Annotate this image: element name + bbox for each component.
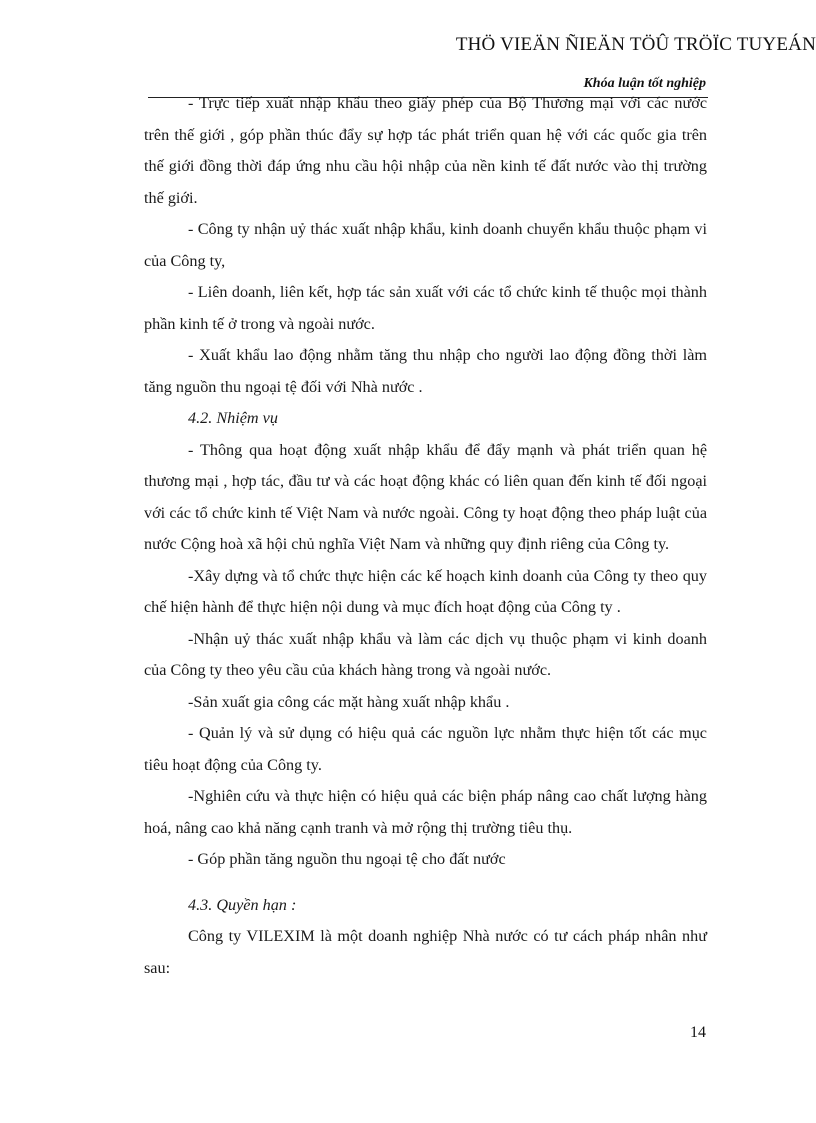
paragraph: Công ty VILEXIM là một doanh nghiệp Nhà nước có tư cách pháp nhân như sau: (144, 927, 707, 977)
paragraph: - Liên doanh, liên kết, hợp tác sản xuất với các tổ chức kinh tế thuộc mọi thành phần kinh tế ở trong và ngoài nước. (144, 283, 707, 333)
section-heading-4-3: 4.3. Quyền hạn : (188, 895, 297, 914)
paragraph: -Sản xuất gia công các mặt hàng xuất nhập khẩu . (188, 692, 510, 711)
section-heading-4-2: 4.2. Nhiệm vụ (188, 409, 278, 427)
paragraph: -Nhận uỷ thác xuất nhập khẩu và làm các dịch vụ thuộc phạm vi kinh doanh của Công ty theo yêu cầu của khách hàng trong và ngoài nước. (144, 629, 707, 679)
paragraph: - Công ty nhận uỷ thác xuất nhập khẩu, kinh doanh chuyển khẩu thuộc phạm vi của Công ty, (144, 220, 707, 270)
paragraph: -Nghiên cứu và thực hiện có hiệu quả các biện pháp nâng cao chất lượng hàng hoá, nâng cao khả năng cạnh tranh và mở rộng thị trường tiêu thụ. (144, 787, 707, 837)
paragraph: - Thông qua hoạt động xuất nhập khẩu để đẩy mạnh và phát triển quan hệ thương mại , hợp tác, đầu tư và các hoạt động khác có liên quan đến kinh tế đối ngoại với các tổ chức kinh tế Việt Nam và nước ngoài. Công ty hoạt động theo pháp luật của nước Cộng hoà xã hội chủ nghĩa Việt Nam và những quy định riêng của Công ty. (144, 440, 707, 553)
paragraph: - Trực tiếp xuất nhập khẩu theo giấy phép của Bộ Thương mại với các nước trên thế giới , góp phần thúc đẩy sự hợp tác phát triển quan hệ với các quốc gia trên thế giới đồng thời đáp ứng nhu cầu hội nhập của nền kinh tế đất nước vào thị trường thế giới. (144, 94, 707, 207)
document-body (144, 88, 707, 984)
paragraph: - Góp phần tăng nguồn thu ngoại tệ cho đất nước (188, 850, 506, 868)
paragraph: - Quản lý và sử dụng có hiệu quả các nguồn lực nhằm thực hiện tốt các mục tiêu hoạt động của Công ty. (144, 724, 707, 774)
page-number: 14 (690, 1024, 706, 1041)
header-title: Khóa luận tốt nghiệp (583, 76, 706, 91)
paragraph: - Xuất khẩu lao động nhằm tăng thu nhập cho người lao động đồng thời làm tăng nguồn thu ngoại tệ đối với Nhà nước . (144, 346, 707, 396)
paragraph: -Xây dựng và tổ chức thực hiện các kế hoạch kinh doanh của Công ty theo quy chế hiện hành để thực hiện nội dung và mục đích hoạt động của Công ty . (144, 566, 707, 616)
watermark-text: THÖ VIEÄN ÑIEÄN TÖÛ TRÖÏC TUYEÁN (455, 34, 816, 55)
